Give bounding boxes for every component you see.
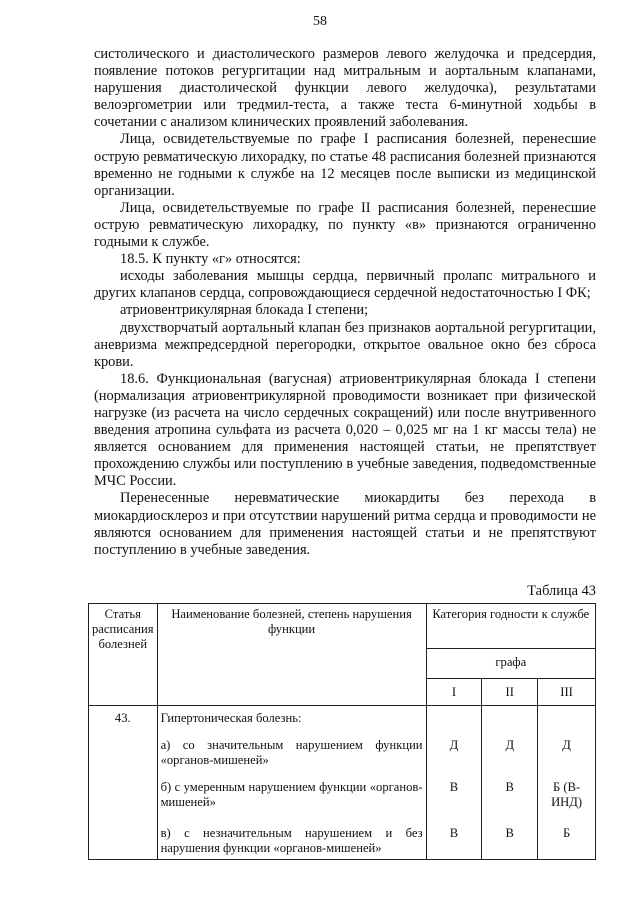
row-b-col-ii: В (482, 771, 538, 819)
row-c-col-ii: В (482, 819, 538, 860)
header-category: Категория годности к службе (426, 604, 595, 649)
disease-table (88, 603, 596, 860)
header-grafa: графа (426, 649, 595, 679)
table-caption: Таблица 43 (527, 583, 596, 599)
row-a-col-ii: Д (482, 729, 538, 771)
header-col-iii: III (538, 679, 596, 706)
paragraph: 18.6. Функциональная (вагусная) атриовентрикулярная блокада I степени (нормализация атриовентрикулярной проводимости возникает при физической нагрузке (из расчета на число сердечных сокращений) или после внутривенного введения атропина сульфата из расчета 0,020 – 0,025 мг на 1 кг массы тела) не является основанием для применения настоящей статьи, не препятствует прохождению службы или поступлению в учебные заведения, подведомственные МЧС России. (94, 370, 596, 490)
paragraph: Лица, освидетельствуемые по графе I расписания болезней, перенесшие острую ревматическую лихорадку, по статье 48 расписания болезней признаются временно не годными к службе на 12 месяцев после выписки из медицинской организации. (94, 131, 596, 199)
article-number: 43. (89, 706, 158, 860)
paragraph: 18.5. К пункту «г» относятся: (120, 251, 301, 268)
row-b-col-i: В (426, 771, 482, 819)
header-col-ii: II (482, 679, 538, 706)
paragraph: атриовентрикулярная блокада I степени; (120, 302, 369, 319)
paragraph: исходы заболевания мышцы сердца, первичный пролапс митрального и других клапанов сердца, сопровождающиеся сердечной недостаточностью I ФК; (94, 268, 596, 302)
row-label-b: б) с умеренным нарушением функции «органов-мишеней» (157, 771, 426, 819)
row-label-a: а) со значительным нарушением функции «органов-мишеней» (157, 729, 426, 771)
row-a-col-iii: Д (538, 729, 596, 771)
disease-title: Гипертоническая болезнь: (157, 706, 426, 730)
header-col-i: I (426, 679, 482, 706)
paragraph: Лица, освидетельствуемые по графе II расписания болезней, перенесшие острую ревматическую лихорадку, по пункту «в» признаются ограниченно годными к службе. (94, 199, 596, 251)
row-a-col-i: Д (426, 729, 482, 771)
row-label-c: в) с незначительным нарушением и без нарушения функции «органов-мишеней» (157, 819, 426, 860)
row-b-col-iii: Б (В-ИНД) (538, 771, 596, 819)
paragraph: двухстворчатый аортальный клапан без признаков аортальной регургитации, аневризма межпредсердной перегородки, открытое овальное окно без сброса крови. (94, 319, 596, 370)
header-article: Статья расписания болезней (89, 604, 158, 706)
paragraph: Перенесенные неревматические миокардиты без перехода в миокардиосклероз и при отсутствии нарушений ритма сердца и проводимости не являются основанием для применения настоящей статьи и не препятствуют поступлению в учебные заведения. (94, 490, 596, 558)
row-c-col-iii: Б (538, 819, 596, 860)
paragraph: систолического и диастолического размеров левого желудочка и предсердия, появление потоков регургитации над митральным и аортальным клапанами, нарушения диастолической функции левого желудочка), результатами велоэргометрии или тредмил-теста, а также теста 6-минутной ходьбы в сочетании с анализом клинических проявлений заболевания. (94, 46, 596, 131)
document-body (94, 46, 596, 559)
header-name: Наименование болезней, степень нарушения функции (157, 604, 426, 706)
page-number: 58 (313, 14, 327, 29)
row-c-col-i: В (426, 819, 482, 860)
